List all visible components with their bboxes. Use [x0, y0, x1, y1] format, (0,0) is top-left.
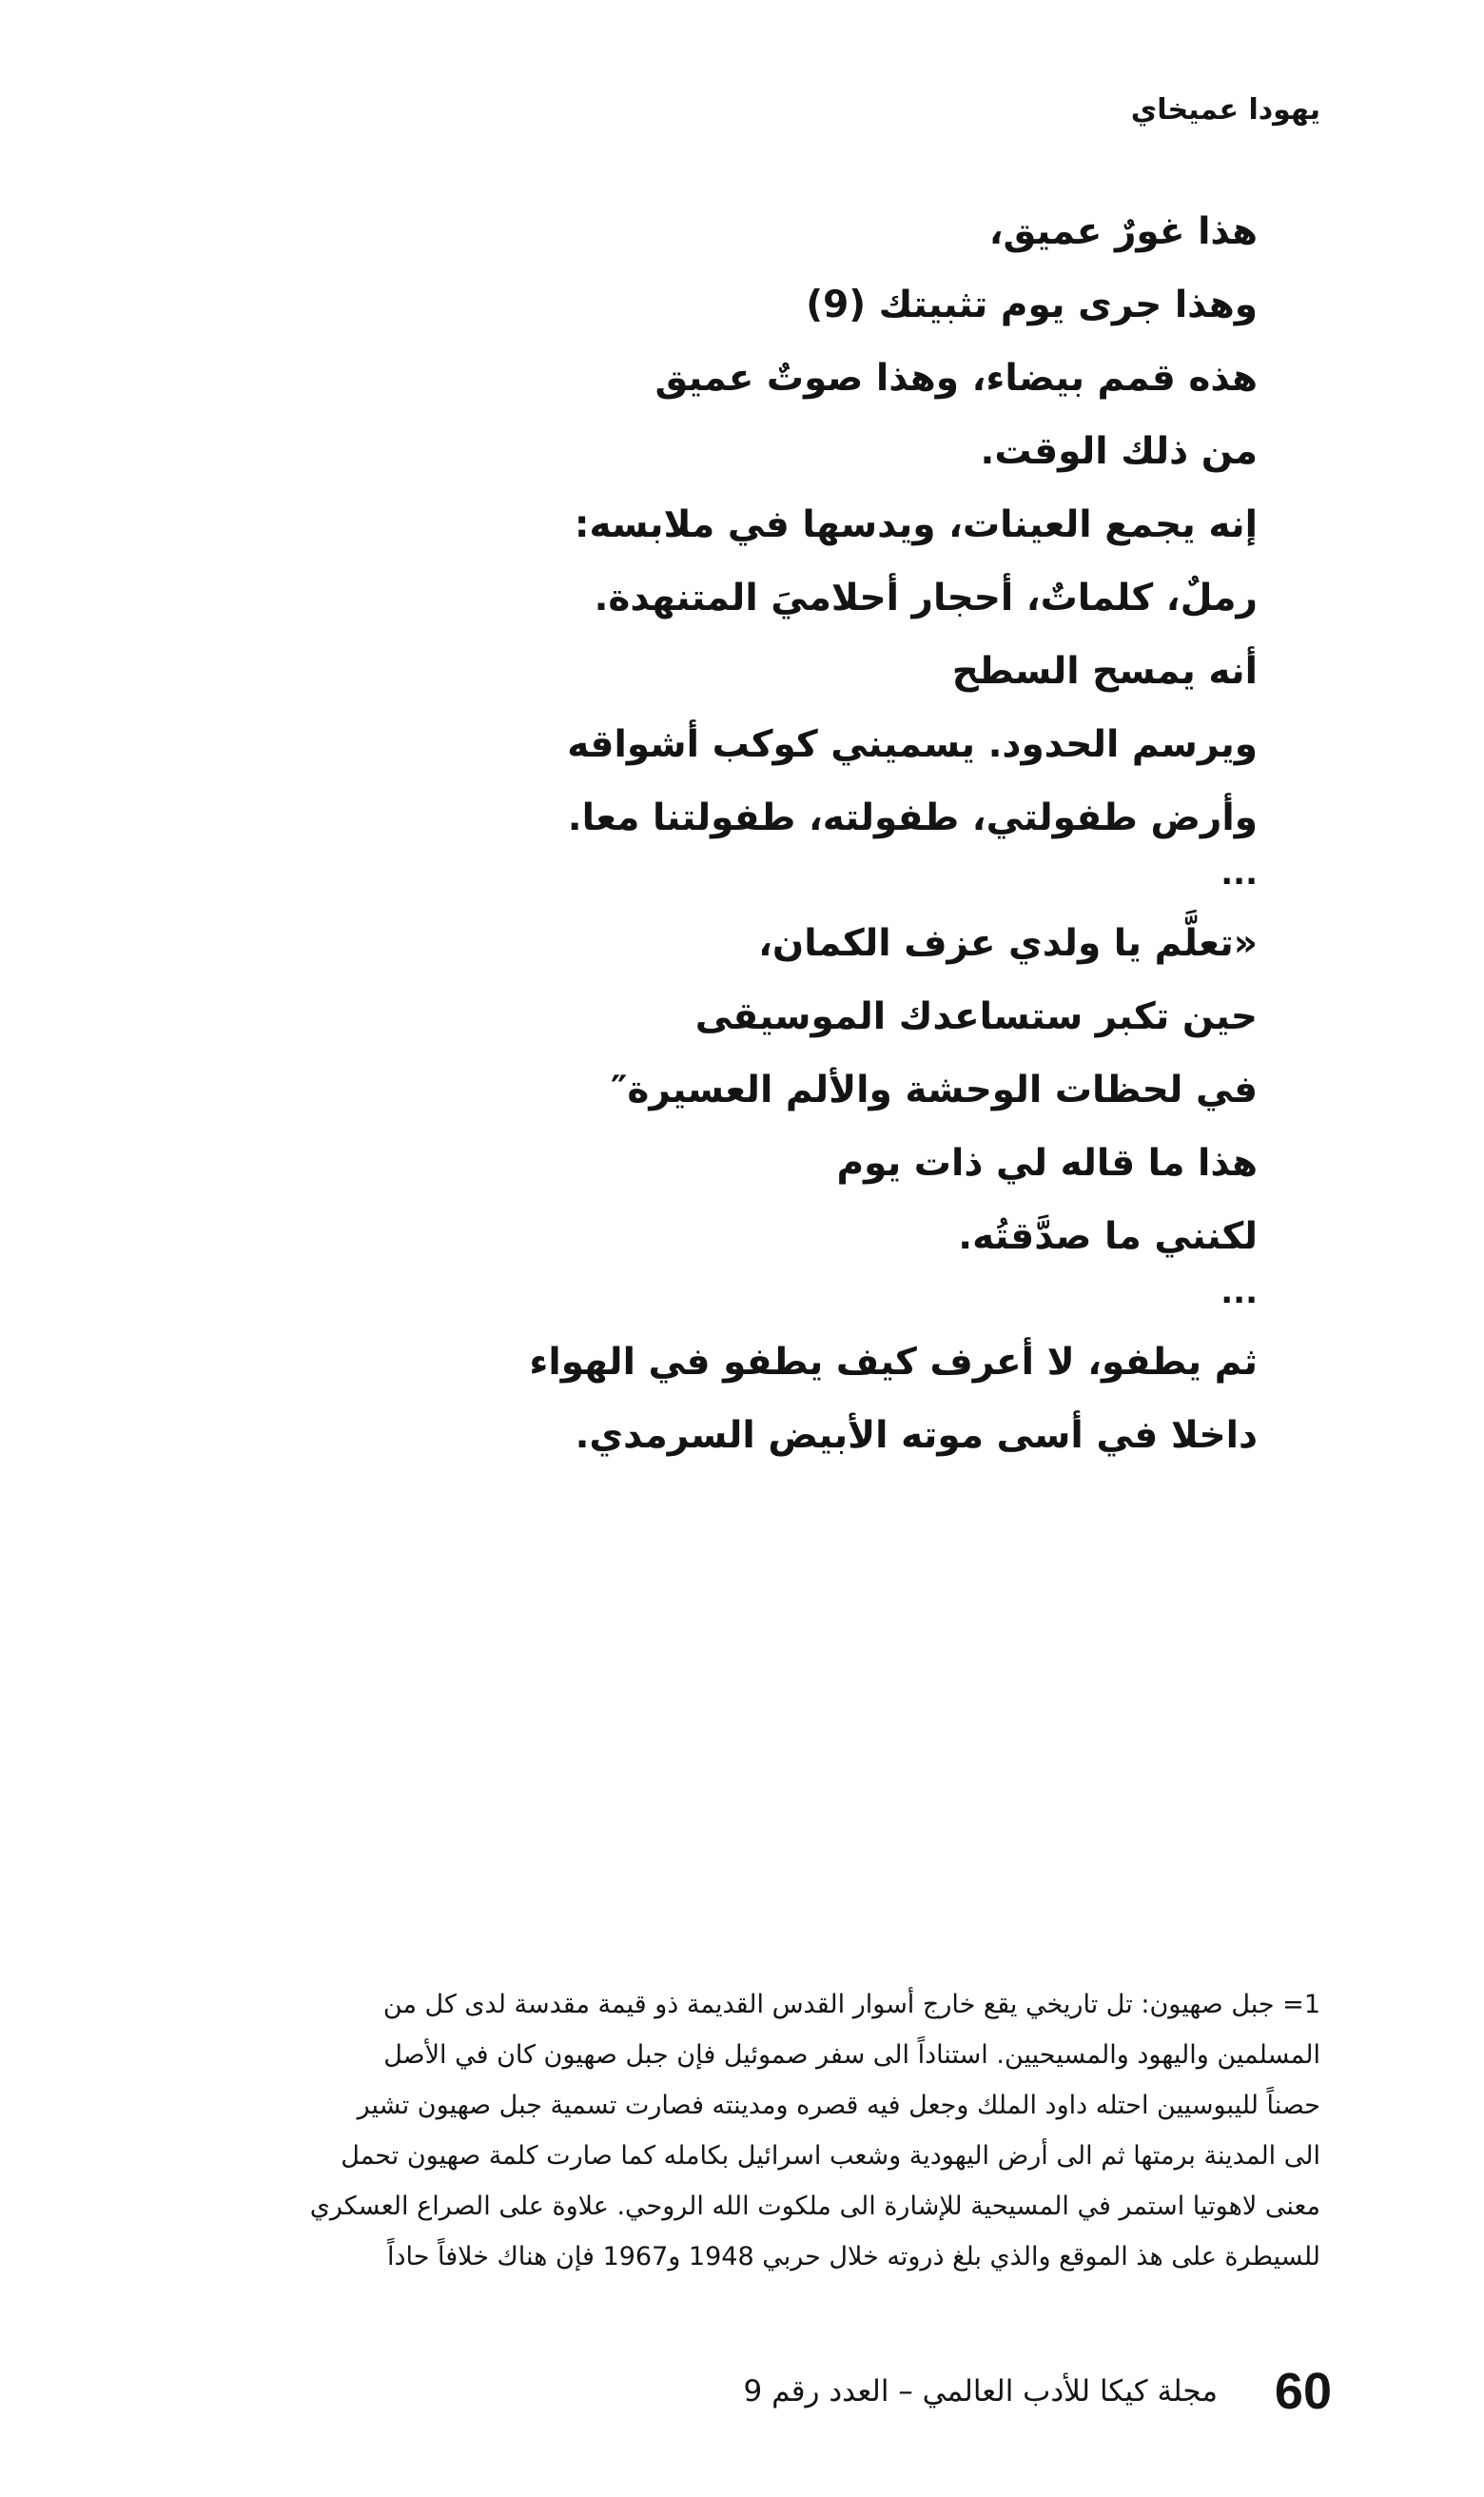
- poem-line: «تعلَّم يا ولدي عزف الكمان،: [758, 922, 1258, 965]
- poem-section-break: ...: [1220, 855, 1258, 893]
- footnote-line: معنى لاهوتيا استمر في المسيحية للإشارة الى ملكوت الله الروحي. علاوة على الصراع العسكري: [309, 2192, 1320, 2221]
- page-footer: [723, 2358, 1332, 2425]
- poem-line: هذا ما قاله لي ذات يوم: [836, 1142, 1258, 1185]
- footnote-line: الى المدينة برمتها ثم الى أرض اليهودية وشعب اسرائيل بكامله كما صارت كلمة صهيون تحمل: [341, 2141, 1320, 2171]
- footnote-line: 1= جبل صهيون: تل تاريخي يقع خارج أسوار القدس القديمة ذو قيمة مقدسة لدى كل من: [382, 1990, 1320, 2019]
- poem-line: من ذلك الوقت.: [980, 430, 1258, 473]
- poem-line: ويرسم الحدود. يسميني كوكب أشواقه: [567, 723, 1258, 766]
- journal-name: مجلة كيكا للأدب العالمي – العدد رقم 9: [743, 2374, 1218, 2409]
- page-number: 60: [1274, 2363, 1332, 2420]
- poem-line: وهذا جرى يوم تثبيتك (9): [806, 284, 1258, 326]
- poem-body: [401, 195, 1258, 1472]
- footnote-line: حصناً لليبوسيين احتله داود الملك وجعل فيه قصره ومدينته فصارت تسمية جبل صهيون تشير: [357, 2091, 1320, 2120]
- poem-line: وأرض طفولتي، طفولته، طفولتنا معا.: [567, 796, 1258, 839]
- footnote-line: المسلمين واليهود والمسيحيين. استناداً الى سفر صموئيل فإن جبل صهيون كان في الأصل: [383, 2040, 1320, 2070]
- poem-line: أنه يمسح السطح: [951, 650, 1258, 693]
- footnote-line: للسيطرة على هذ الموقع والذي بلغ ذروته خلال حربي 1948 و1967 فإن هناك خلافاً حاداً: [387, 2242, 1320, 2271]
- poem-line: ثم يطفو، لا أعرف كيف يطفو في الهواء: [529, 1341, 1258, 1384]
- poem-line: هذا غورٌ عميق،: [988, 210, 1258, 253]
- poem-line: داخلا في أسى موته الأبيض السرمدي.: [575, 1414, 1258, 1457]
- footnote: [179, 1979, 1320, 2282]
- running-header-author: يهودا عميخاي: [1130, 93, 1320, 127]
- poem-line: لكنني ما صدَّقتُه.: [958, 1215, 1258, 1258]
- poem-section-break: ...: [1220, 1273, 1258, 1311]
- poem-line: في لحظات الوحشة والألم العسيرة″: [610, 1069, 1258, 1111]
- poem-line: رملٌ، كلماتٌ، أحجار أحلاميَ المتنهدة.: [594, 577, 1258, 619]
- poem-line: هذه قمم بيضاء، وهذا صوتٌ عميق: [654, 357, 1258, 400]
- poem-line: حين تكبر ستساعدك الموسيقى: [694, 995, 1258, 1038]
- poem-line: إنه يجمع العينات، ويدسها في ملابسه:: [574, 503, 1258, 546]
